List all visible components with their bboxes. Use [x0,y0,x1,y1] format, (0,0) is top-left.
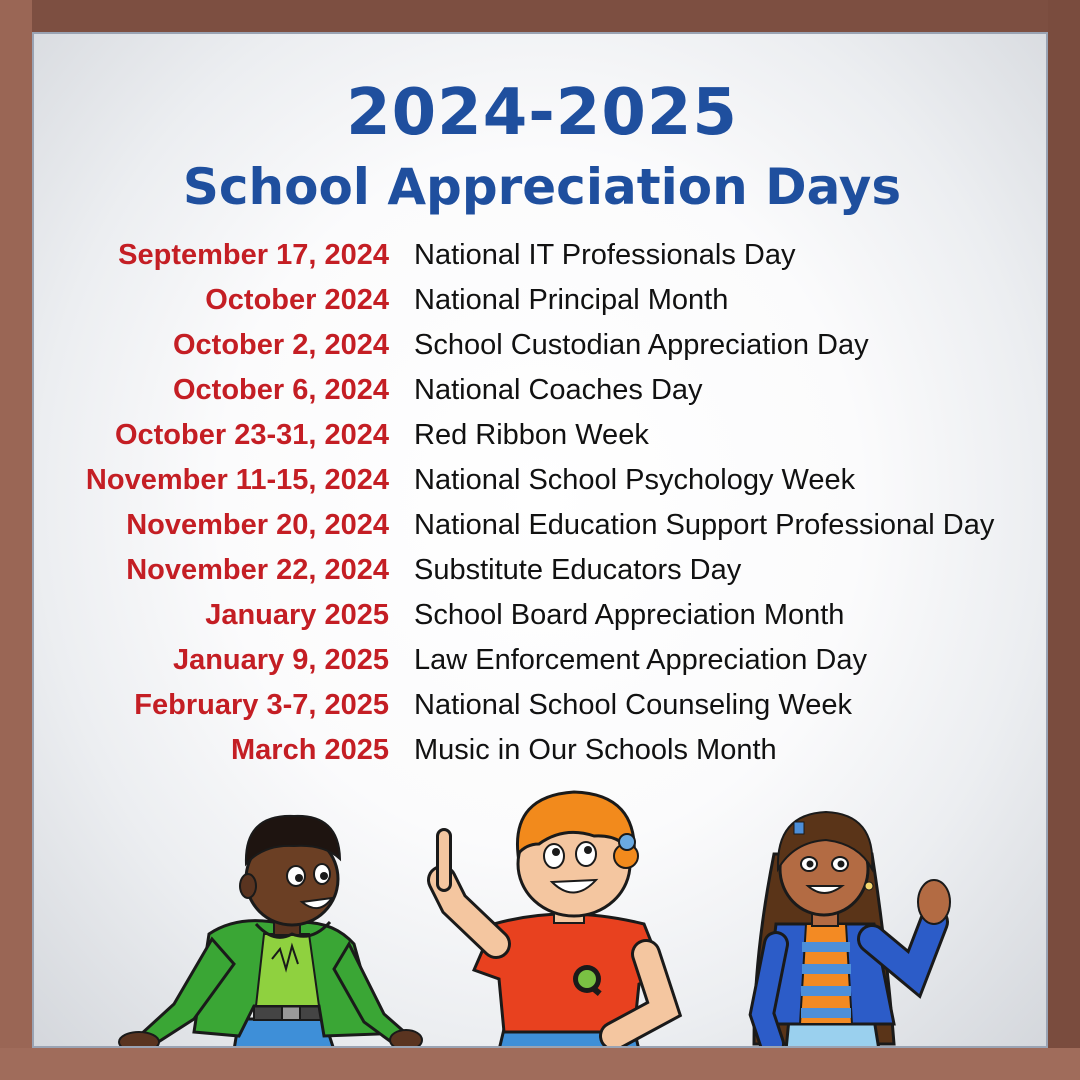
event-row [34,239,1048,284]
event-row [34,689,1048,734]
event-date: October 6, 2024 [173,374,389,406]
frame-edge-right [1048,0,1080,1080]
events-list [34,239,1048,779]
event-name: School Custodian Appreciation Day [414,329,869,361]
event-row [34,509,1048,554]
event-name: National School Psychology Week [414,464,856,496]
frame-edge-left [0,0,32,1080]
whiteboard [32,32,1048,1048]
event-date: March 2025 [231,734,389,766]
event-row [34,464,1048,509]
title-year: 2024-2025 [346,76,738,150]
event-name: National Coaches Day [414,374,703,406]
event-date: January 9, 2025 [172,644,389,676]
boy-green-hoodie [119,816,422,1048]
event-date: October 23-31, 2024 [114,419,389,451]
event-name: National School Counseling Week [414,689,852,721]
event-name: Law Enforcement Appreciation Day [414,644,867,676]
event-date: September 17, 2024 [118,239,389,271]
kids-illustration [34,774,1048,1048]
event-date: February 3-7, 2025 [134,689,389,721]
event-date: November 22, 2024 [126,554,389,586]
girl-blue-jacket-waving [754,812,950,1048]
event-name: National Education Support Professional Day [414,509,995,541]
event-date: October 2024 [205,284,389,316]
event-date: October 2, 2024 [173,329,389,361]
event-name: Substitute Educators Day [414,554,742,586]
frame-edge-bottom [0,1048,1080,1080]
event-row [34,329,1048,374]
event-name: Music in Our Schools Month [414,734,777,766]
event-row [34,374,1048,419]
event-name: National Principal Month [414,284,729,316]
event-date: January 2025 [205,599,389,631]
event-row [34,644,1048,689]
event-date: November 11-15, 2024 [85,464,389,496]
event-name: National IT Professionals Day [414,239,796,271]
boy-red-shirt-pointing [442,792,664,1048]
event-name: Red Ribbon Week [414,419,649,451]
event-name: School Board Appreciation Month [414,599,845,631]
frame-edge-top [0,0,1080,32]
event-row [34,734,1048,779]
event-date: November 20, 2024 [126,509,389,541]
event-row [34,554,1048,599]
title-main: School Appreciation Days [182,158,902,216]
event-row [34,284,1048,329]
event-row [34,599,1048,644]
event-row [34,419,1048,464]
